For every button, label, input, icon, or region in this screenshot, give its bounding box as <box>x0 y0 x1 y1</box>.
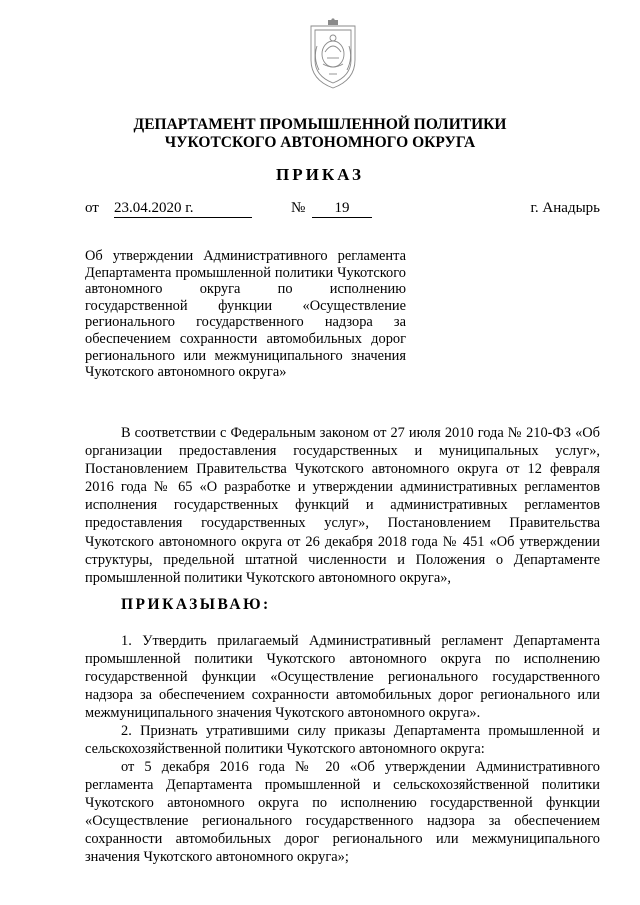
order-item-1: 1. Утвердить прилагаемый Административный регламент Департамента промышленной политики Чукотского автономного округа по исполнению государственной функции «Осуществление регионального государственного надзора за обеспечением сохранности автомобильных дорог регионального или межмуниципального значения Чукотского автономного округа». <box>85 633 600 721</box>
org-name-line-1: ДЕПАРТАМЕНТ ПРОМЫШЛЕННОЙ ПОЛИТИКИ <box>133 116 507 133</box>
document-title: ПРИКАЗ <box>276 165 364 184</box>
org-name-line-2: ЧУКОТСКОГО АВТОНОМНОГО ОКРУГА <box>164 134 476 151</box>
order-number: 19 <box>312 199 372 218</box>
order-subject: Об утверждении Административного регламента Департамента промышленной политики Чукотского автономного округа по исполнению государственной функции «Осуществление регионального государственного надзора за обеспечением сохранности автомобильных дорог регионального или межмуниципального значения Чукотского автономного округа» <box>85 248 406 381</box>
preamble-paragraph: В соответствии с Федеральным законом от 27 июля 2010 года № 210-ФЗ «Об организации предоставления государственных и муниципальных услуг», Постановлением Правительства Чукотского автономного округа от 12 февраля 2016 года № 65 «О разработке и утверждении административных регламентов исполнения государственных функций и административных регламентов предоставления государственных услуг», Постановлением Правительства Чукотского автономного округа от 26 декабря 2018 года № 451 «Об утверждении структуры, предельной штатной численности и Положения о Департаменте промышленной политики Чукотского автономного округа», <box>85 425 600 586</box>
coat-of-arms-icon <box>303 18 363 90</box>
order-items <box>85 632 600 866</box>
order-item-2: 2. Признать утратившими силу приказы Департамента промышленной и сельскохозяйственной политики Чукотского автономного округа: <box>85 723 600 757</box>
order-directive-heading: ПРИКАЗЫВАЮ: <box>121 596 271 613</box>
order-date: 23.04.2020 г. <box>114 199 252 218</box>
order-item-2a: от 5 декабря 2016 года № 20 «Об утверждении Административного регламента Департамента промышленной и сельскохозяйственной политики Чукотского автономного округа по исполнению государственной функции «Осуществление регионального государственного надзора за обеспечением сохранности автомобильных дорог регионального или межмуниципального значения Чукотского автономного округа»; <box>85 759 600 865</box>
city: г. Анадырь <box>530 200 600 216</box>
date-prefix: от <box>85 200 99 216</box>
number-label: № <box>291 200 306 216</box>
